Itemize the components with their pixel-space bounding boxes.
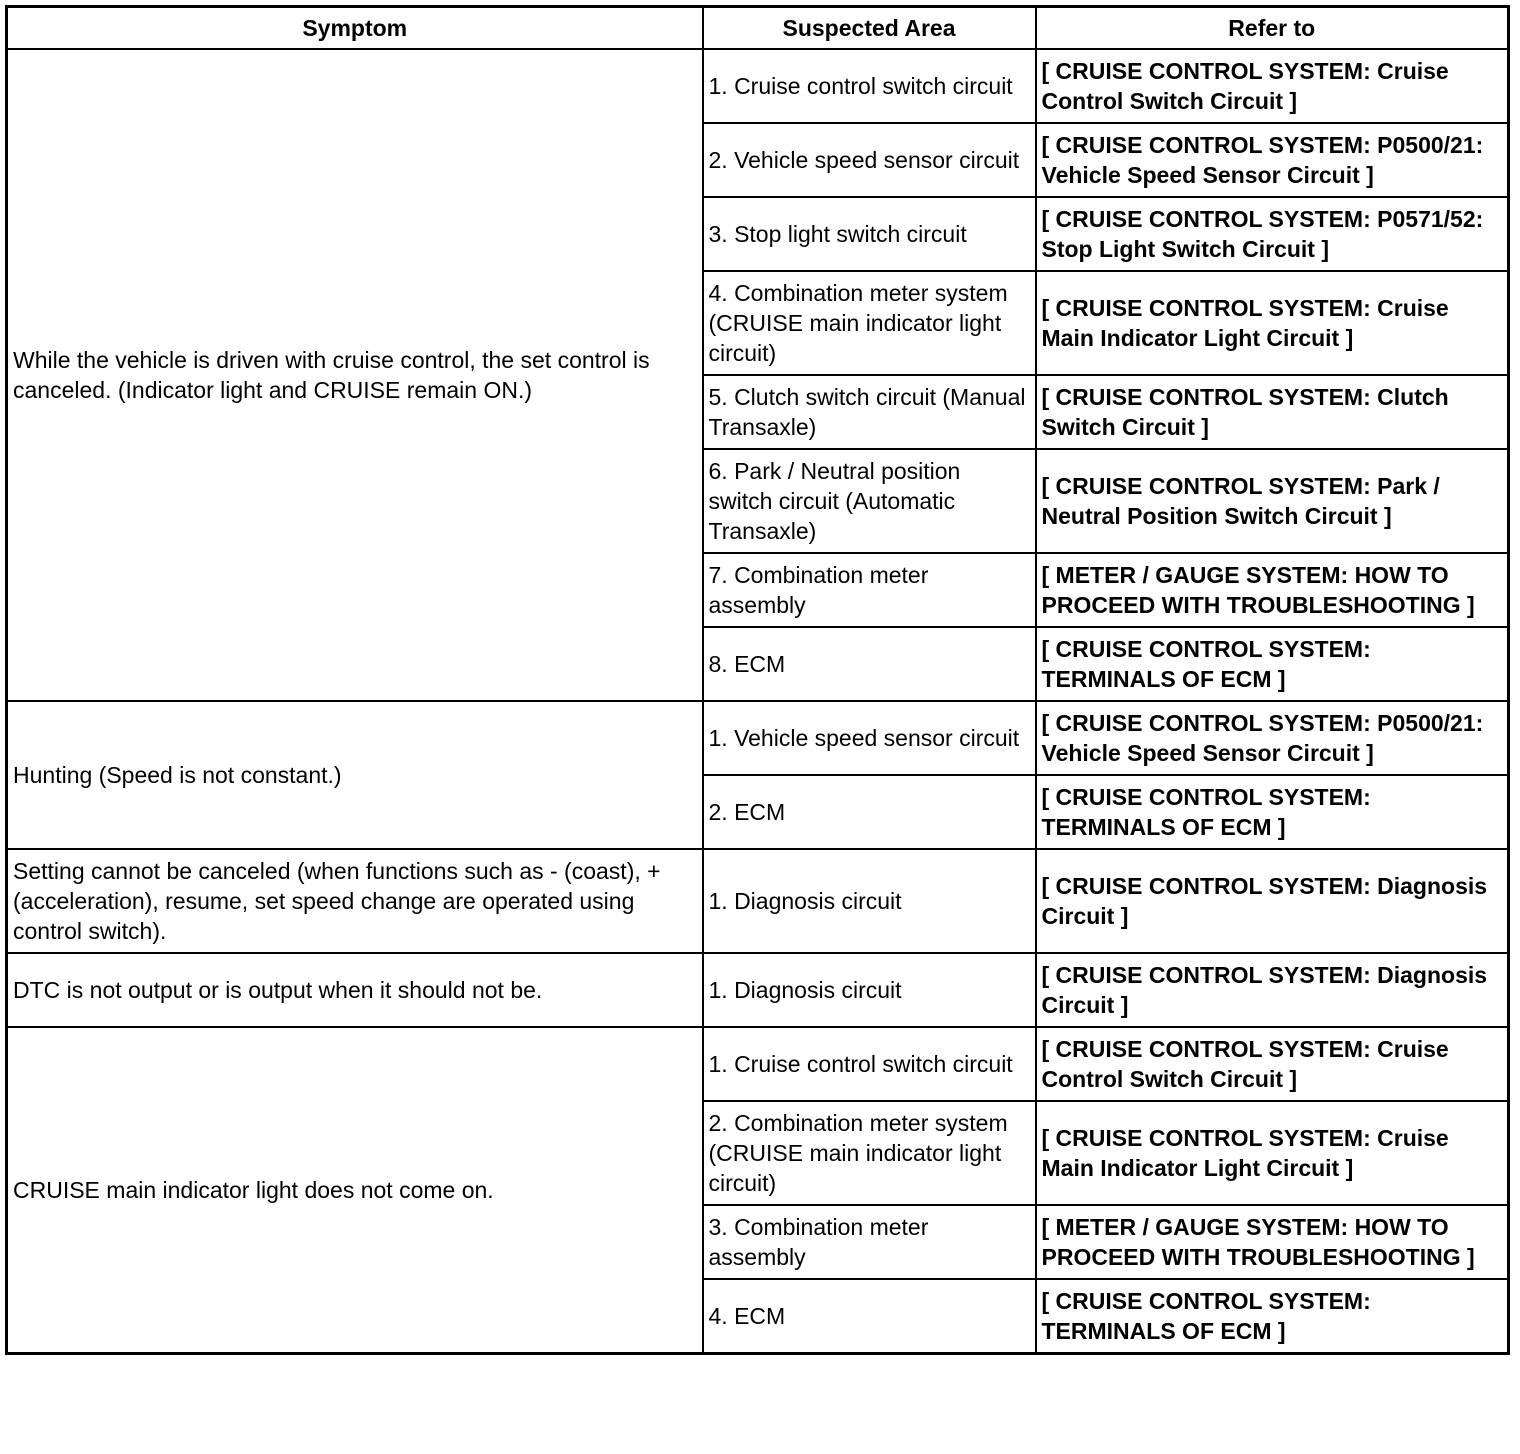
- refer-to-link[interactable]: [ METER / GAUGE SYSTEM: HOW TO PROCEED WITH TROUBLESHOOTING ]: [1036, 553, 1509, 627]
- refer-to-link[interactable]: [ METER / GAUGE SYSTEM: HOW TO PROCEED WITH TROUBLESHOOTING ]: [1036, 1205, 1509, 1279]
- suspected-area-cell: 8. ECM: [703, 627, 1036, 701]
- suspected-area-cell: 3. Combination meter assembly: [703, 1205, 1036, 1279]
- table-row: [7, 49, 1509, 123]
- header-refer-to: Refer to: [1036, 7, 1509, 50]
- suspected-area-cell: 2. Combination meter system (CRUISE main indicator light circuit): [703, 1101, 1036, 1205]
- suspected-area-cell: 1. Cruise control switch circuit: [703, 1027, 1036, 1101]
- symptom-cell: Hunting (Speed is not constant.): [7, 701, 703, 849]
- suspected-area-cell: 4. ECM: [703, 1279, 1036, 1354]
- symptom-cell: CRUISE main indicator light does not come on.: [7, 1027, 703, 1354]
- suspected-area-cell: 1. Diagnosis circuit: [703, 849, 1036, 953]
- refer-to-link[interactable]: [ CRUISE CONTROL SYSTEM: Cruise Control Switch Circuit ]: [1036, 1027, 1509, 1101]
- header-symptom: Symptom: [7, 7, 703, 50]
- suspected-area-cell: 1. Vehicle speed sensor circuit: [703, 701, 1036, 775]
- table-row: [7, 701, 1509, 775]
- table-row: [7, 849, 1509, 953]
- refer-to-link[interactable]: [ CRUISE CONTROL SYSTEM: P0500/21: Vehicle Speed Sensor Circuit ]: [1036, 701, 1509, 775]
- symptom-cell: Setting cannot be canceled (when functions such as - (coast), + (acceleration), resume, set speed change are operated using control switch).: [7, 849, 703, 953]
- symptom-cell: DTC is not output or is output when it should not be.: [7, 953, 703, 1027]
- refer-to-link[interactable]: [ CRUISE CONTROL SYSTEM: P0571/52: Stop Light Switch Circuit ]: [1036, 197, 1509, 271]
- refer-to-link[interactable]: [ CRUISE CONTROL SYSTEM: Cruise Main Indicator Light Circuit ]: [1036, 1101, 1509, 1205]
- header-row: [7, 7, 1509, 50]
- suspected-area-cell: 6. Park / Neutral position switch circuit (Automatic Transaxle): [703, 449, 1036, 553]
- suspected-area-cell: 2. Vehicle speed sensor circuit: [703, 123, 1036, 197]
- suspected-area-cell: 3. Stop light switch circuit: [703, 197, 1036, 271]
- refer-to-link[interactable]: [ CRUISE CONTROL SYSTEM: Clutch Switch Circuit ]: [1036, 375, 1509, 449]
- refer-to-link[interactable]: [ CRUISE CONTROL SYSTEM: TERMINALS OF ECM ]: [1036, 627, 1509, 701]
- suspected-area-cell: 2. ECM: [703, 775, 1036, 849]
- refer-to-link[interactable]: [ CRUISE CONTROL SYSTEM: Diagnosis Circuit ]: [1036, 953, 1509, 1027]
- suspected-area-cell: 7. Combination meter assembly: [703, 553, 1036, 627]
- table-row: [7, 953, 1509, 1027]
- table-row: [7, 1027, 1509, 1101]
- suspected-area-cell: 4. Combination meter system (CRUISE main indicator light circuit): [703, 271, 1036, 375]
- refer-to-link[interactable]: [ CRUISE CONTROL SYSTEM: Cruise Main Indicator Light Circuit ]: [1036, 271, 1509, 375]
- refer-to-link[interactable]: [ CRUISE CONTROL SYSTEM: Cruise Control Switch Circuit ]: [1036, 49, 1509, 123]
- suspected-area-cell: 1. Diagnosis circuit: [703, 953, 1036, 1027]
- refer-to-link[interactable]: [ CRUISE CONTROL SYSTEM: P0500/21: Vehicle Speed Sensor Circuit ]: [1036, 123, 1509, 197]
- symptom-cell: While the vehicle is driven with cruise control, the set control is canceled. (Indicator light and CRUISE remain ON.): [7, 49, 703, 701]
- suspected-area-cell: 1. Cruise control switch circuit: [703, 49, 1036, 123]
- troubleshooting-table: [5, 5, 1510, 1355]
- header-suspected-area: Suspected Area: [703, 7, 1036, 50]
- refer-to-link[interactable]: [ CRUISE CONTROL SYSTEM: Park / Neutral Position Switch Circuit ]: [1036, 449, 1509, 553]
- refer-to-link[interactable]: [ CRUISE CONTROL SYSTEM: TERMINALS OF ECM ]: [1036, 775, 1509, 849]
- refer-to-link[interactable]: [ CRUISE CONTROL SYSTEM: TERMINALS OF ECM ]: [1036, 1279, 1509, 1354]
- refer-to-link[interactable]: [ CRUISE CONTROL SYSTEM: Diagnosis Circuit ]: [1036, 849, 1509, 953]
- suspected-area-cell: 5. Clutch switch circuit (Manual Transaxle): [703, 375, 1036, 449]
